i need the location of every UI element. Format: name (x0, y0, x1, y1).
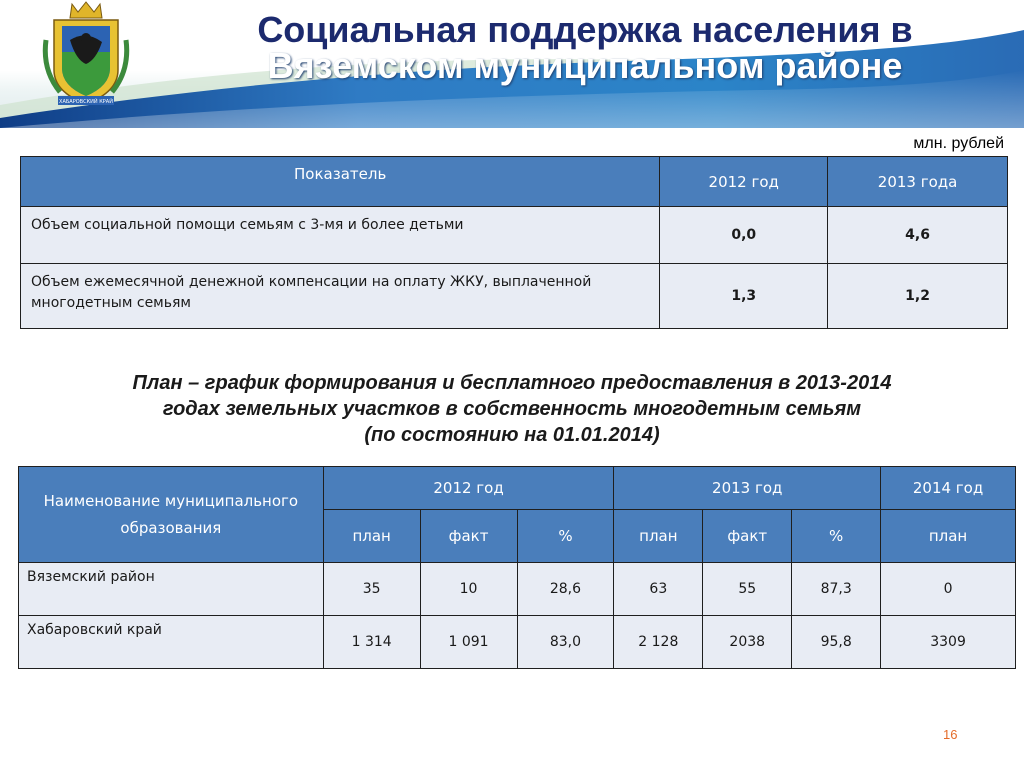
cell-value: 28,6 (517, 563, 614, 616)
cell-value: 0 (881, 563, 1016, 616)
cell-value: 87,3 (792, 563, 881, 616)
row-label: Объем социальной помощи семьям с 3-мя и более детьми (21, 207, 660, 264)
cell-value: 2 128 (614, 616, 703, 669)
row-label: Вяземский район (19, 563, 324, 616)
value-2012: 1,3 (660, 264, 828, 329)
slide-title (150, 9, 1020, 86)
subheader-plan: план (881, 510, 1016, 563)
column-header-2014: 2014 год (881, 467, 1016, 510)
table-row (21, 207, 1008, 264)
row-label: Объем ежемесячной денежной компенсации на оплату ЖКУ, выплаченной многодетным семьям (21, 264, 660, 329)
cell-value: 83,0 (517, 616, 614, 669)
subheader-fact: факт (420, 510, 517, 563)
value-2012: 0,0 (660, 207, 828, 264)
svg-text:ХАБАРОВСКИЙ КРАЙ: ХАБАРОВСКИЙ КРАЙ (59, 99, 113, 105)
column-header-2013: 2013 года (828, 157, 1008, 207)
cell-value: 95,8 (792, 616, 881, 669)
plan-title-line-3: (по состоянию на 01.01.2014) (364, 424, 660, 446)
subheader-fact: факт (703, 510, 792, 563)
row-label: Хабаровский край (19, 616, 324, 669)
khabarovsk-emblem-icon (40, 0, 132, 108)
plan-title-line-1: План – график формирования и бесплатного предоставления в 2013-2014 (132, 372, 892, 394)
cell-value: 10 (420, 563, 517, 616)
column-header-2013: 2013 год (614, 467, 881, 510)
subheader-percent: % (792, 510, 881, 563)
unit-label: млн. рублей (913, 135, 1004, 152)
subheader-plan: план (323, 510, 420, 563)
plan-title-line-2: годах земельных участков в собственность многодетным семьям (162, 398, 862, 420)
value-2013: 4,6 (828, 207, 1008, 264)
cell-value: 55 (703, 563, 792, 616)
cell-value: 1 091 (420, 616, 517, 669)
cell-value: 2038 (703, 616, 792, 669)
column-header-indicator: Показатель (21, 157, 660, 207)
title-line-1: Социальная поддержка населения в (257, 9, 913, 50)
cell-value: 1 314 (323, 616, 420, 669)
column-header-2012: 2012 год (323, 467, 614, 510)
cell-value: 35 (323, 563, 420, 616)
table-header-row (19, 467, 1016, 510)
table-header-row (21, 157, 1008, 207)
page-number: 16 (943, 727, 958, 742)
column-header-municipality: Наименование муниципального образования (19, 467, 324, 563)
social-support-table (20, 156, 1008, 329)
land-plots-table (18, 466, 1016, 669)
title-line-2: Вяземском муниципальном районе (267, 45, 903, 86)
plan-schedule-title (0, 370, 1024, 448)
cell-value: 63 (614, 563, 703, 616)
table-row (19, 616, 1016, 669)
column-header-2012: 2012 год (660, 157, 828, 207)
table-row (19, 563, 1016, 616)
value-2013: 1,2 (828, 264, 1008, 329)
subheader-percent: % (517, 510, 614, 563)
slide-header (0, 0, 1024, 128)
table-row (21, 264, 1008, 329)
cell-value: 3309 (881, 616, 1016, 669)
subheader-plan: план (614, 510, 703, 563)
